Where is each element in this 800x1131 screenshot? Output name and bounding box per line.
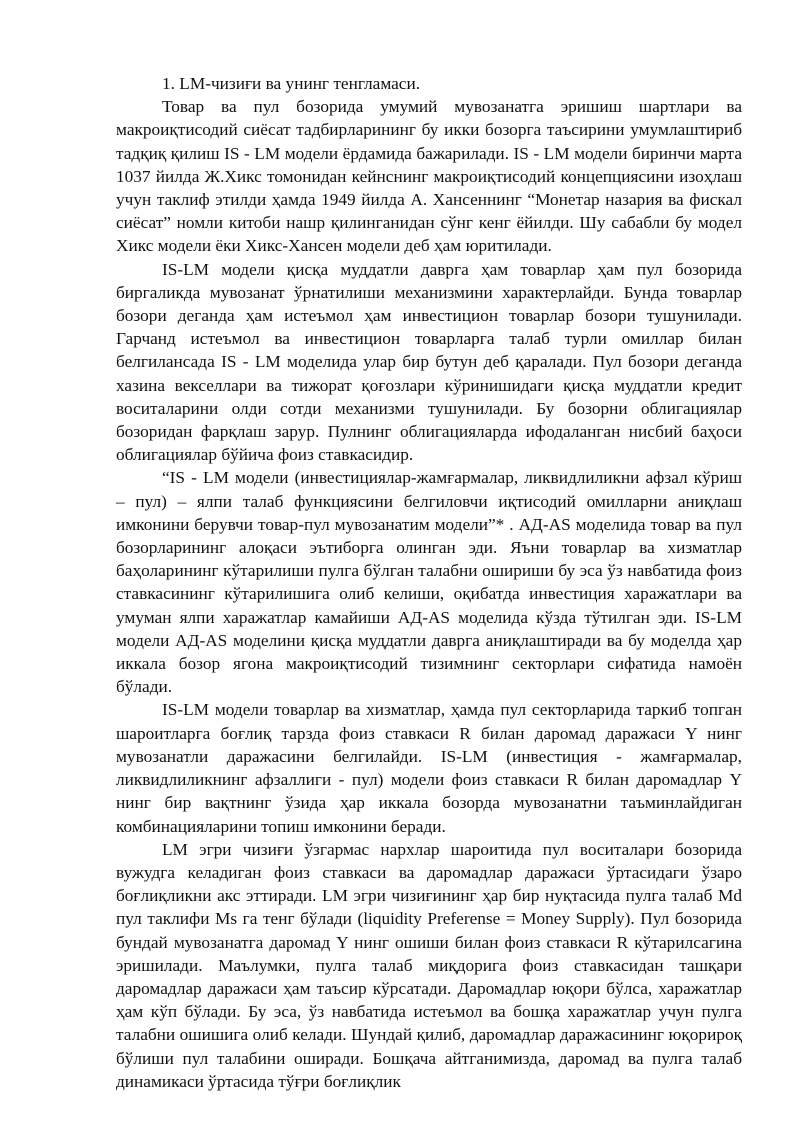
document-page — [116, 72, 742, 1093]
paragraph-2: IS-LM модели қисқа муддатли даврга ҳам товарлар ҳам пул бозорида биргаликда мувозанат ўрнатилиши механизмини характерлайди. Бунда товарлар бозори деганда ҳам истеъмол ҳам инвестицион товарлар бозори тушунилади. Гарчанд истеъмол ва инвестицион товарларга талаб турли омиллар билан белгилансада IS - LM моделида улар бир бутун деб қаралади. Пул бозори деганда хазина векселлари ва тижорат қоғозлари кўринишидаги қисқа муддатли кредит воситаларини олди сотди механизми тушунилади. Бу бозорни облигациялар бозоридан фарқлаш зарур. Пулнинг облигацияларда ифодаланган нисбий баҳоси облигациялар бўйича фоиз ставкасидир. — [116, 259, 742, 465]
paragraph-1: Товар ва пул бозорида умумий мувозанатга эришиш шартлари ва макроиқтисодий сиёсат тадбирларининг бу икки бозорга таъсирини умумлаштириб тадқиқ қилиш IS - LM модели ёрдамида бажарилади. IS - LM модели биринчи марта 1037 йилда Ж.Хикс томонидан кейнснинг макроиқтисодий концепциясини изоҳлаш учун таклиф этилди ҳамда 1949 йилда А. Хансеннинг “Монетар назария ва фискал сиёсат” номли китоби нашр қилинганидан сўнг кенг ёйилди. Шу сабабли бу модел Хикс модели ёки Хикс-Хансен модели деб ҳам юритилади. — [116, 97, 742, 256]
paragraph-5: LM эгри чизиғи ўзгармас нархлар шароитида пул воситалари бозорида вужудга келадиган фоиз ставкаси ва даромадлар даражаси ўртасидаги ўзаро боғлиқликни акс эттиради. LM эгри чизиғининг ҳар бир нуқтасида пулга талаб Md пул таклифи Ms га тенг бўлади (liquidity Preferense = Money Supply). Пул бозорида бундай мувозанатга даромад Y нинг ошиши билан фоиз ставкаси R кўтарилсагина эришилади. Маълумки, пулга талаб миқдорига фоиз ставкасидан ташқари даромадлар даражаси ҳам таъсир кўрсатади. Даромадлар юқори бўлса, харажатлар ҳам кўп бўлади. Бу эса, ўз навбатида истеъмол ва бошқа харажатлар учун пулга талабни ошишига олиб келади. Шундай қилиб, даромадлар даражасининг юқорироқ бўлиши пул талабини оширади. Бошқача айтганимизда, даромад ва пулга талаб динамикаси ўртасида тўғри боғлиқлик — [116, 839, 742, 1091]
paragraph-4: IS-LM модели товарлар ва хизматлар, ҳамда пул секторларида таркиб топган шароитларга боғлиқ тарзда фоиз ставкаси R билан даромад даражаси Y нинг мувозанатли даражасини белгилайди. IS-LM (инвестиция - жамғармалар, ликвидлиликнинг афзаллиги - пул) модели фоиз ставкаси R билан даромадлар Y нинг бир вақтнинг ўзида ҳар иккала бозорда мувозанатни таъминлайдиган комбинацияларини топиш имконини беради. — [116, 700, 742, 836]
paragraph-3: “IS - LM модели (инвестициялар-жамғармалар, ликвидлиликни афзал кўриш – пул) – ялпи талаб функциясини белгиловчи иқтисодий омилларни аниқлаш имконини берувчи товар-пул мувозанатим модели”* . АД-AS моделида товар ва пул бозорларининг алоқаси эътиборга олинган эди. Яъни товарлар ва хизматлар баҳоларининг кўтарилиши пулга бўлган талабни ошириши бу эса ўз навбатида фоиз ставкасининг кўтарилишига олиб келиши, оқибатда инвестиция харажатлари ва умуман ялпи харажатлар камайиши АД-AS моделида кўзда тўтилган эди. IS-LM модели АД-AS моделини қисқа муддатли даврга аниқлаштиради ва бу моделда ҳар иккала бозор ягона макроиқтисодий тизимнинг секторлари сифатида намоён бўлади. — [116, 468, 742, 697]
section-heading: 1. LM-чизиғи ва унинг тенгламаси. — [162, 74, 421, 93]
